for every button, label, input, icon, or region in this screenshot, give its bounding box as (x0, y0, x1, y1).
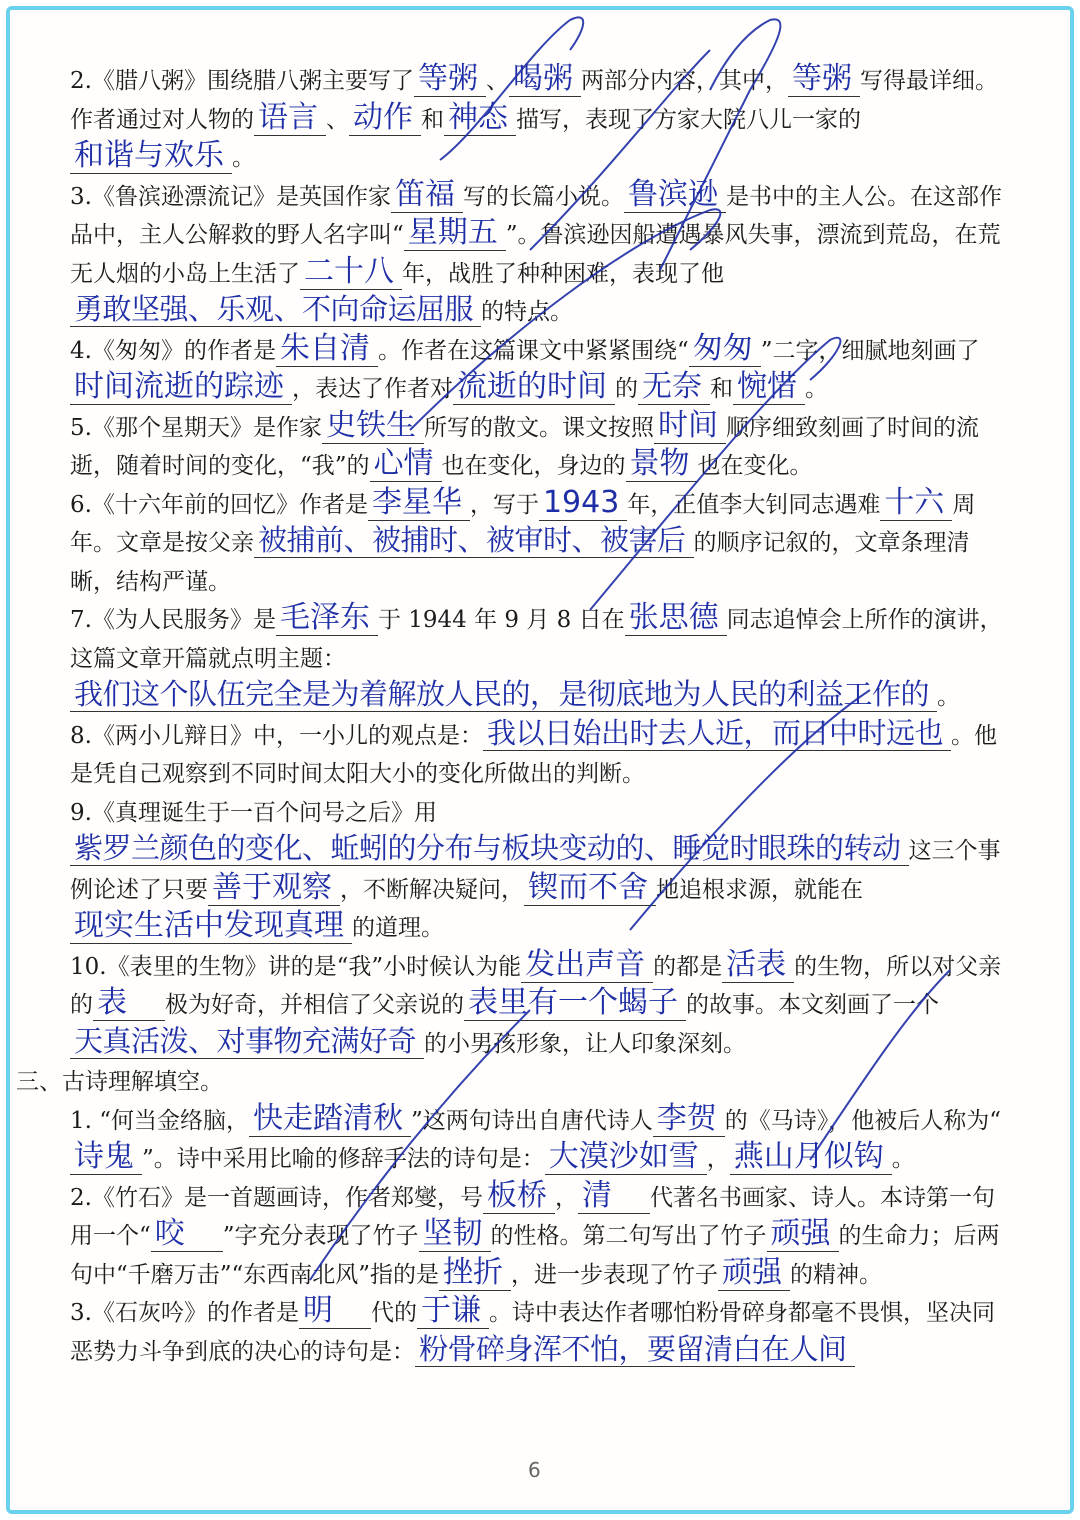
answer-blank[interactable]: 表 (93, 988, 165, 1021)
question-text: 周年。文章是按父亲 (70, 491, 976, 556)
question-text: 于 1944 年 9 月 8 日在 (377, 607, 625, 633)
question-text: 是书中的主人公。在这部作品中，主人公解救的野人名字叫“ (70, 183, 1002, 248)
answer-blank[interactable]: 于谦 (417, 1296, 489, 1329)
answer-blank[interactable]: 星期五 (404, 218, 506, 251)
question-text: 7.《为人民服务》是 (70, 607, 276, 633)
answer-blank[interactable]: 活表 (722, 950, 794, 983)
question-text: ，写于 (469, 491, 539, 518)
page-number: 6 (528, 1458, 541, 1482)
answer-blank[interactable]: 笛福 (391, 180, 463, 213)
page-frame (6, 6, 1074, 1514)
answer-blank[interactable]: 张思德 (625, 603, 727, 636)
question-text: 这三个事例论述了只要 (70, 838, 1001, 903)
question-text: 2.《竹石》是一首题画诗，作者郑燮，号 (70, 1184, 483, 1211)
answer-blank[interactable]: 粉骨碎身浑不怕，要留清白在人间 (415, 1334, 855, 1367)
question-text: ”。诗中采用比喻的修辞手法的诗句是： (142, 1146, 545, 1172)
question-text: 代的 (370, 1300, 417, 1326)
question-text: 9.《真理诞生于一百个问号之后》用 (70, 799, 437, 826)
answer-blank[interactable]: 时间 (654, 411, 726, 444)
answer-blank[interactable]: 李星华 (368, 488, 470, 521)
question-text: 也在变化。 (697, 453, 813, 479)
question-text: ”字充分表现了竹子 (222, 1223, 419, 1249)
answer-blank[interactable]: 朱自清 (276, 334, 378, 367)
answer-blank[interactable]: 喝粥 (509, 64, 581, 97)
question-text: 的精神。 (790, 1261, 883, 1288)
question-text: 地追根求源，就能在 (656, 876, 863, 903)
answer-blank[interactable]: 等粥 (788, 64, 860, 97)
question-text: ，进一步表现了竹子 (511, 1261, 719, 1288)
question-text: 写得最详细。作者通过对人物的 (70, 68, 998, 133)
question-text: 、 (326, 106, 349, 133)
question-text: 所写的散文。课文按照 (423, 414, 654, 441)
question-text: 两部分内容，其中， (580, 68, 788, 94)
question-text: 4.《匆匆》的作者是 (70, 337, 276, 364)
answer-blank[interactable]: 1943 (539, 488, 627, 521)
question-text: 描写，表现了方家大院八儿一家的 (516, 106, 861, 133)
question-text: 的性格。第二句写出了竹子 (490, 1223, 767, 1249)
question-text: 3.《石灰吟》的作者是 (70, 1300, 299, 1326)
answer-blank[interactable]: 动作 (349, 103, 421, 136)
answer-blank[interactable]: 十六 (880, 488, 952, 521)
answer-blank[interactable]: 诗鬼 (70, 1142, 142, 1175)
question-p3 (70, 1294, 1010, 1371)
fill-in-questions (70, 62, 1010, 1063)
question-text: 的都是 (653, 953, 723, 980)
answer-blank[interactable]: 坚韧 (419, 1219, 491, 1252)
answer-blank[interactable]: 我以日始出时去人近，而日中时远也 (483, 718, 951, 751)
question-text: 10.《表里的生物》讲的是“我”小时候认为能 (70, 953, 522, 980)
question-text: 的道理。 (352, 915, 444, 941)
question-text: 。 (891, 1146, 915, 1172)
question-text: 顺序细致刻画了时间的流逝，随着时间的变化，“我”的 (70, 414, 979, 479)
question-text: 极为好奇，并相信了父亲说的 (165, 992, 464, 1018)
question-text: 。他是凭自己观察到不同时间太阳大小的变化所做出的判断。 (70, 722, 997, 787)
answer-blank[interactable]: 燕山月似钩 (730, 1142, 892, 1175)
answer-blank[interactable]: 被捕前、被捕时、被审时、被害后 (254, 525, 694, 558)
question-text: 年，正值李大钊同志遇难 (627, 491, 881, 518)
question-10 (70, 948, 1010, 1064)
question-text: 的《马诗》，他被后人称为“ (724, 1107, 1002, 1134)
answer-blank[interactable]: 景物 (626, 449, 698, 482)
answer-blank[interactable]: 神态 (444, 103, 516, 136)
answer-blank[interactable]: 紫罗兰颜色的变化、蚯蚓的分布与板块变动的、睡觉时眼珠的转动 (70, 833, 909, 866)
answer-blank[interactable]: 挫折 (439, 1258, 511, 1291)
answer-blank[interactable]: 现实生活中发现真理 (70, 911, 352, 944)
answer-blank[interactable]: 我们这个队伍完全是为着解放人民的，是彻底地为人民的利益工作的 (70, 679, 937, 712)
answer-blank[interactable]: 无奈 (638, 372, 710, 405)
answer-blank[interactable]: 锲而不舍 (524, 873, 656, 906)
question-text: 的小男孩形象，让人印象深刻。 (424, 1030, 747, 1057)
answer-blank[interactable]: 顽强 (767, 1219, 839, 1252)
question-text: 也在变化，身边的 (441, 453, 626, 479)
answer-blank[interactable]: 惋惜 (733, 372, 805, 405)
answer-blank[interactable]: 明 (299, 1296, 371, 1329)
worksheet (10, 10, 1070, 1510)
answer-blank[interactable]: 勇敢坚强、乐观、不向命运屈服 (70, 294, 481, 327)
question-text: 1. “何当金络脑， (70, 1107, 250, 1134)
poem-questions (70, 1102, 1010, 1372)
answer-blank[interactable]: 发出声音 (521, 950, 653, 983)
question-text: 和 (421, 106, 444, 133)
answer-blank[interactable]: 大漠沙如雪 (545, 1142, 707, 1175)
question-text: 的生物，所以对父亲的 (70, 953, 1002, 1018)
question-text: 3.《鲁滨逊漂流记》是英国作家 (70, 183, 391, 210)
question-text: ”这两句诗出自唐代诗人 (411, 1107, 653, 1134)
question-text: 。 (232, 145, 255, 171)
question-7 (70, 601, 1010, 717)
question-p1 (70, 1102, 1010, 1179)
question-text: 、 (485, 68, 509, 94)
answer-blank[interactable]: 板桥 (483, 1181, 555, 1214)
question-text: 年，战胜了种种困难，表现了他 (402, 260, 724, 287)
answer-blank[interactable]: 快走踏清秋 (249, 1104, 411, 1137)
answer-blank[interactable]: 心情 (370, 449, 442, 482)
question-text: 。 (937, 684, 961, 710)
answer-blank[interactable]: 善于观察 (208, 873, 340, 906)
answer-blank[interactable]: 二十八 (300, 257, 402, 290)
question-text: 的 (615, 376, 638, 402)
question-text: 6.《十六年前的回忆》作者是 (70, 491, 368, 518)
answer-blank[interactable]: 鲁滨逊 (624, 180, 726, 213)
question-4 (70, 332, 1010, 409)
question-text: 。作者在这篇课文中紧紧围绕“ (377, 337, 689, 364)
question-text: 。诗中表达作者哪怕粉骨碎身都毫不畏惧，坚决同恶势力斗争到底的决心的诗句是： (70, 1300, 995, 1365)
answer-blank[interactable]: 和谐与欢乐 (70, 141, 232, 174)
question-text: 2.《腊八粥》围绕腊八粥主要写了 (70, 68, 414, 94)
question-text: 代著名书画家、诗人。本诗第一句用一个“ (70, 1184, 995, 1249)
question-6 (70, 486, 1010, 602)
answer-blank[interactable]: 史铁生 (322, 411, 424, 444)
question-text: 的生命力；后两句中“千磨万击”“东西南北风”指的是 (70, 1223, 1000, 1288)
question-text: ，表达了作者对 (292, 376, 453, 402)
question-text: 写的长篇小说。 (462, 183, 624, 210)
question-text: 的顺序记叙的，文章条理清晰，结构严谨。 (70, 530, 970, 595)
question-text: ， (706, 1146, 730, 1172)
question-text: 5.《那个星期天》是作家 (70, 414, 322, 441)
answer-blank[interactable]: 天真活泼、对事物充满好奇 (70, 1026, 424, 1059)
section-title: 三、古诗理解填空。 (16, 1069, 223, 1095)
answer-blank[interactable]: 清 (578, 1181, 650, 1214)
question-5 (70, 409, 1010, 486)
question-9 (70, 794, 1010, 948)
answer-blank[interactable]: 表里有一个蝎子 (464, 988, 686, 1021)
answer-blank[interactable]: 咬 (151, 1219, 223, 1252)
answer-blank[interactable]: 李贺 (653, 1104, 725, 1137)
question-text: 的特点。 (481, 299, 574, 325)
question-text: ”二字，细腻地刻画了 (760, 337, 980, 364)
question-text: 同志追悼会上所作的演讲，这篇文章开篇就点明主题： (70, 607, 1003, 672)
answer-blank[interactable]: 匆匆 (689, 334, 761, 367)
question-text: ”。鲁滨逊因船遭遇暴风失事，漂流到荒岛，在荒无人烟的小岛上生活了 (70, 222, 1001, 287)
question-text: 和 (710, 376, 733, 402)
question-text: 8.《两小儿辩日》中，一小儿的观点是： (70, 722, 483, 749)
question-text: ， (554, 1184, 578, 1211)
answer-blank[interactable]: 等粥 (414, 64, 486, 97)
answer-blank[interactable]: 流逝的时间 (453, 372, 615, 405)
question-2 (70, 62, 1010, 178)
question-3 (70, 178, 1010, 332)
answer-blank[interactable]: 顽强 (718, 1258, 790, 1291)
question-text: 。 (805, 376, 828, 402)
question-text: ，不断解决疑问， (340, 876, 524, 903)
question-8 (70, 717, 1010, 794)
answer-blank[interactable]: 毛泽东 (276, 603, 378, 636)
answer-blank[interactable]: 语言 (254, 103, 326, 136)
answer-blank[interactable]: 时间流逝的踪迹 (70, 372, 292, 405)
question-p2 (70, 1179, 1010, 1295)
question-text: 的故事。本文刻画了一个 (686, 992, 939, 1018)
